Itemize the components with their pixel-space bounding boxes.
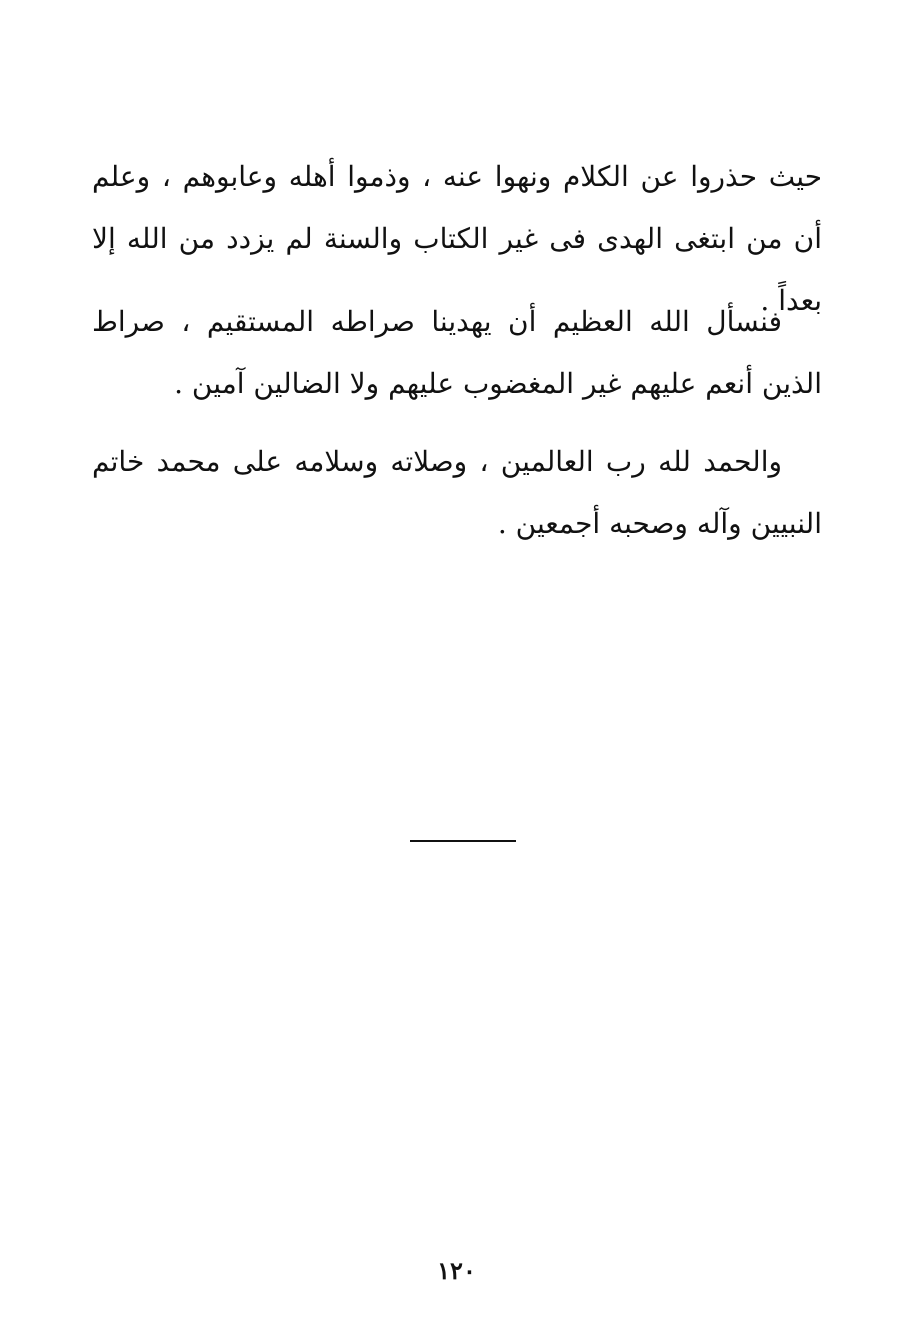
section-divider (410, 840, 516, 842)
paragraph-1: حيث حذروا عن الكلام ونهوا عنه ، وذموا أهله وعابوهم ، وعلم أن من ابتغى الهدى فى غير الكتاب والسنة لم يزدد من الله إلا بعداً . (92, 160, 822, 317)
paragraph-2: فنسأل الله العظيم أن يهدينا صراطه المستقيم ، صراط الذين أنعم عليهم غير المغضوب عليهم ولا الضالين آمين . (92, 305, 822, 400)
page-number: ١٢٠ (437, 1256, 476, 1285)
paragraph-3: والحمد لله رب العالمين ، وصلاته وسلامه على محمد خاتم النبيين وآله وصحبه أجمعين . (92, 445, 822, 540)
